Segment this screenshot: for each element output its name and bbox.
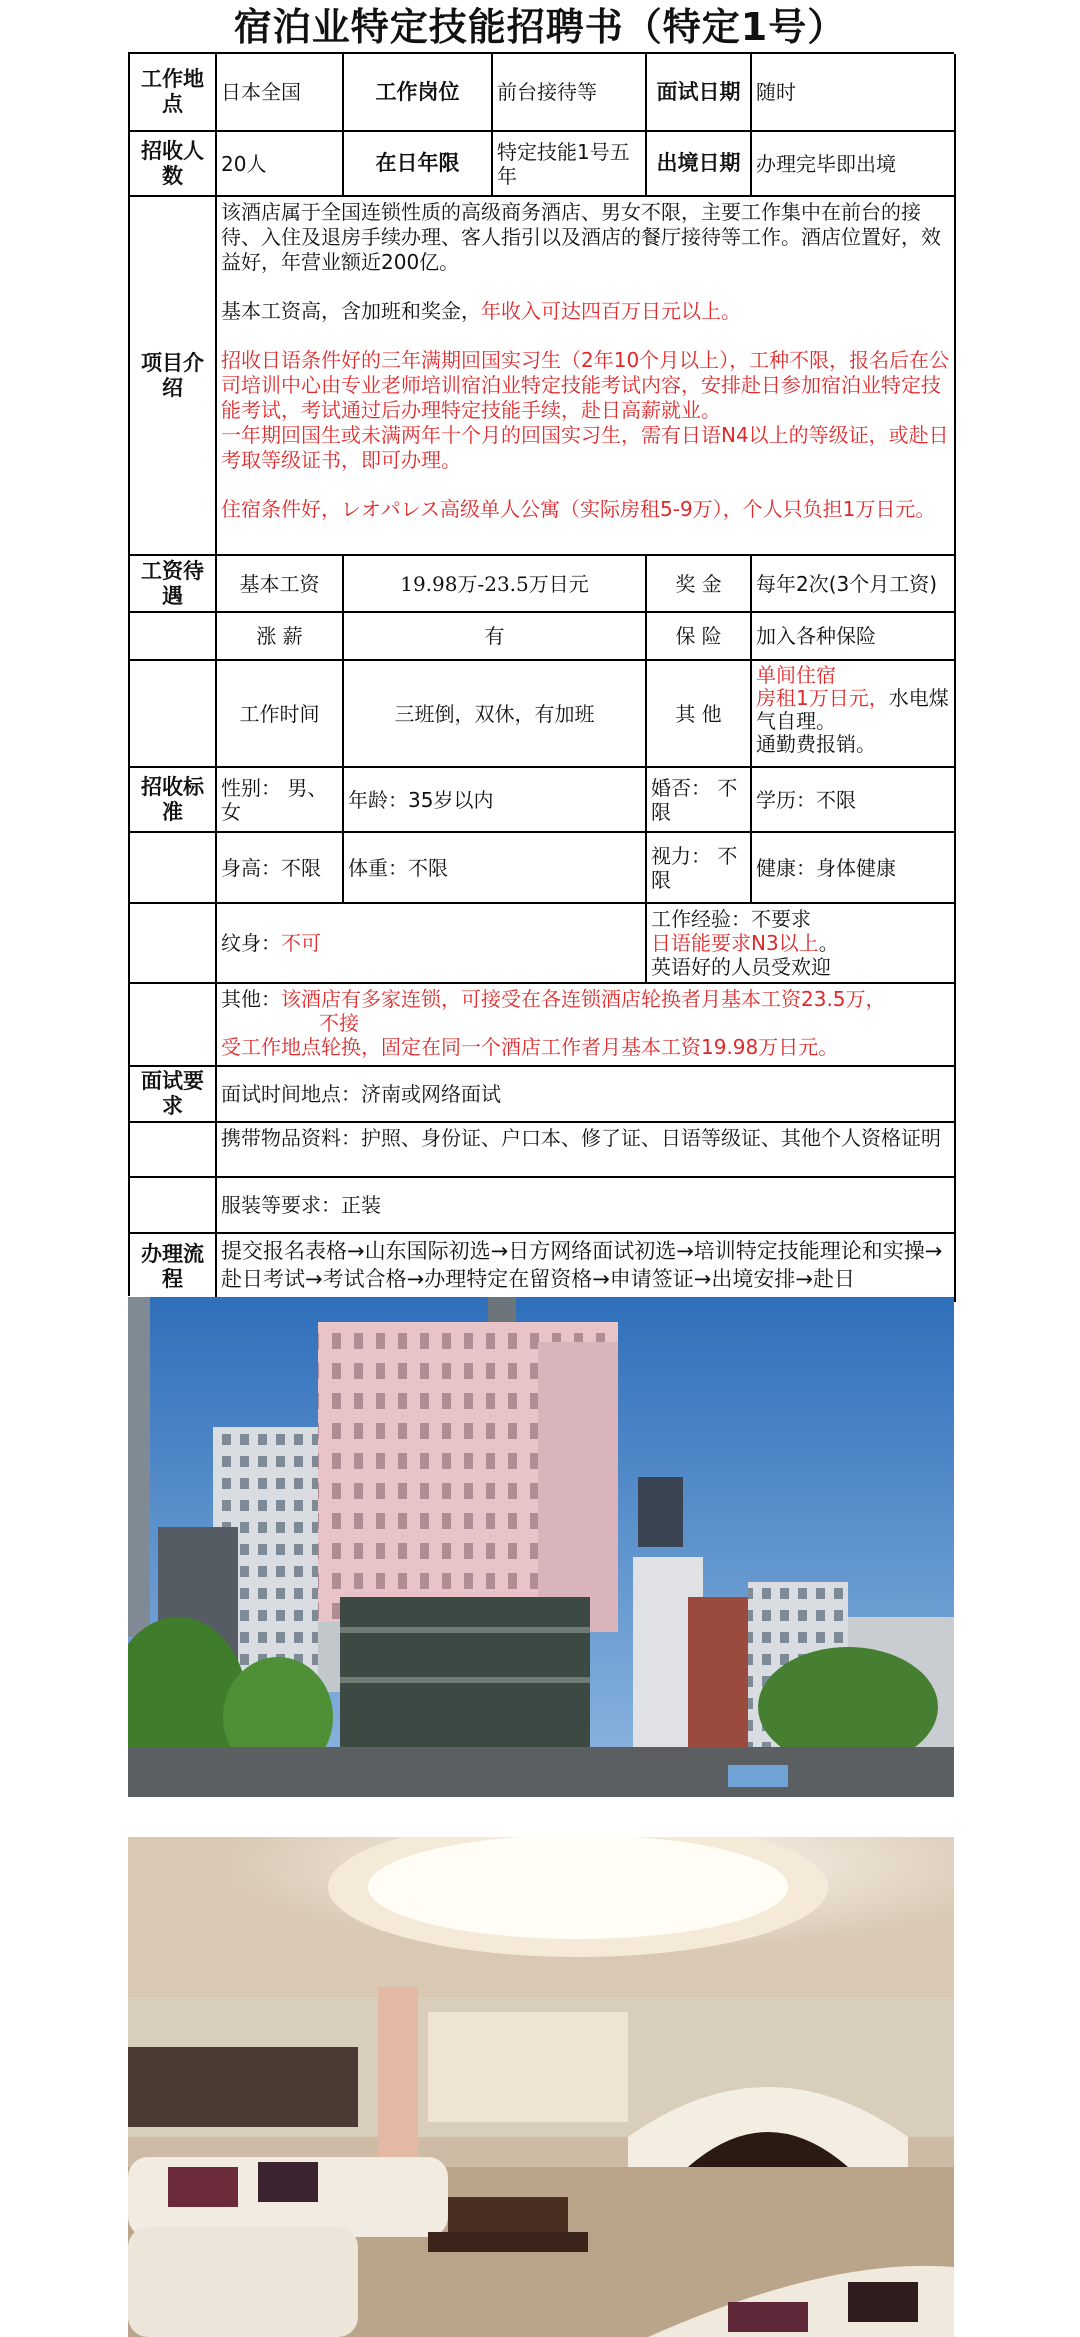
work-hours-value: 三班倒，双休，有加班: [344, 661, 647, 768]
page-title: 宿泊业特定技能招聘书（特定1号）: [233, 5, 847, 49]
label-headcount: 招收人数: [130, 132, 217, 197]
req-health: 健康：身体健康: [752, 833, 956, 904]
empty-cell: [130, 613, 217, 661]
req-japanese: 日语能要求N3以上: [651, 931, 819, 955]
interview-location: 面试时间地点：济南或网络面试: [217, 1067, 956, 1123]
req-other-text-1: 该酒店有多家连锁，可接受在各连锁酒店轮换者月基本工资23.5万，: [281, 987, 886, 1011]
process-text: 提交报名表格→山东国际初选→日方网络面试初选→培训特定技能理论和实操→赴日考试→考试合格→办理特定在留资格→申请签证→出境安排→赴日: [217, 1234, 956, 1302]
value-position: 前台接待等: [493, 54, 647, 132]
req-experience-language: [647, 904, 956, 984]
empty-cell: [130, 833, 217, 904]
work-hours-label: 工作时间: [217, 661, 344, 768]
req-tattoo: [217, 904, 647, 984]
intro-income-highlight: 年收入可达四百万日元以上。: [481, 299, 741, 323]
bonus-value: 每年2次(3个月工资): [752, 556, 956, 613]
label-project-intro: 项目介绍: [130, 197, 217, 556]
req-japanese-suffix: 。: [818, 931, 839, 955]
intro-paragraph-4: 一年期回国生或未满两年十个月的回国实习生，需有日语N4以上的等级证，或赴日考取等级证书，即可办理。: [221, 423, 949, 472]
insurance-label: 保 险: [647, 613, 752, 661]
housing-highlight: 单间住宿 房租1万日元，: [756, 663, 889, 710]
value-years-in-japan: 特定技能1号五年: [493, 132, 647, 197]
req-education: 学历：不限: [752, 768, 956, 833]
empty-cell: [130, 1178, 217, 1234]
empty-cell: [130, 904, 217, 984]
req-experience: 工作经验：不要求: [651, 907, 811, 931]
empty-cell: [130, 661, 217, 768]
label-interview-req: 面试要求: [130, 1067, 217, 1123]
bonus-label: 奖 金: [647, 556, 752, 613]
label-interview-date: 面试日期: [647, 54, 752, 132]
tattoo-value: 不可: [281, 931, 321, 955]
req-vision: 视力： 不限: [647, 833, 752, 904]
interview-documents: 携带物品资料：护照、身份证、户口本、修了证、日语等级证、其他个人资格证明: [217, 1123, 956, 1178]
req-english: 英语好的人员受欢迎: [651, 955, 831, 979]
value-departure-date: 办理完毕即出境: [752, 132, 956, 197]
label-process: 办理流程: [130, 1234, 217, 1302]
label-requirements: 招收标准: [130, 768, 217, 833]
value-interview-date: 随时: [752, 54, 956, 132]
intro-paragraph-3: 招收日语条件好的三年满期回国实习生（2年10个月以上），工种不限，报名后在公司培训中心由专业老师培训宿泊业特定技能考试内容，安排赴日参加宿泊业特定技能考试，考试通过后办理特定技能手续，赴日高薪就业。: [221, 348, 950, 422]
intro-paragraph-2: [221, 299, 950, 324]
label-position: 工作岗位: [344, 54, 493, 132]
req-other: [217, 984, 956, 1067]
project-intro-text: [217, 197, 956, 556]
hotel-exterior-photo: [128, 1297, 954, 1797]
req-gender: 性别： 男、女: [217, 768, 344, 833]
commute-text: 通勤费报销。: [756, 732, 876, 756]
insurance-value: 加入各种保险: [752, 613, 956, 661]
value-headcount: 20人: [217, 132, 344, 197]
req-other-label: 其他：: [221, 987, 281, 1011]
label-workplace: 工作地点: [130, 54, 217, 132]
recruitment-table: [128, 52, 954, 1296]
other-benefits-value: [752, 661, 956, 768]
req-marital: 婚否： 不限: [647, 768, 752, 833]
req-other-text-2: 不接: [319, 1011, 359, 1035]
intro-paragraph-5: 住宿条件好，レオパレス高级单人公寓（实际房租5-9万），个人只负担1万日元。: [221, 497, 936, 521]
raise-value: 有: [344, 613, 647, 661]
raise-label: 涨 薪: [217, 613, 344, 661]
hotel-lobby-photo: [128, 1837, 954, 2337]
req-weight: 体重：不限: [344, 833, 647, 904]
other-benefits-label: 其 他: [647, 661, 752, 768]
label-salary: 工资待遇: [130, 556, 217, 613]
empty-cell: [130, 984, 217, 1067]
label-departure-date: 出境日期: [647, 132, 752, 197]
base-salary-value: 19.98万-23.5万日元: [344, 556, 647, 613]
label-years-in-japan: 在日年限: [344, 132, 493, 197]
req-height: 身高：不限: [217, 833, 344, 904]
req-age: 年龄：35岁以内: [344, 768, 647, 833]
tattoo-label: 纹身：: [221, 931, 281, 955]
utilities-text: 水电煤气自理。: [756, 686, 949, 733]
intro-salary-text: 基本工资高，含加班和奖金，: [221, 299, 481, 323]
interview-dress: 服装等要求：正装: [217, 1178, 956, 1234]
empty-cell: [130, 1123, 217, 1178]
intro-paragraph-1: 该酒店属于全国连锁性质的高级商务酒店、男女不限，主要工作集中在前台的接待、入住及退房手续办理、客人指引以及酒店的餐厅接待等工作。酒店位置好，效益好，年营业额近200亿。: [221, 200, 941, 274]
base-salary-label: 基本工资: [217, 556, 344, 613]
req-other-text-3: 受工作地点轮换，固定在同一个酒店工作者月基本工资19.98万日元。: [221, 1035, 839, 1059]
value-workplace: 日本全国: [217, 54, 344, 132]
